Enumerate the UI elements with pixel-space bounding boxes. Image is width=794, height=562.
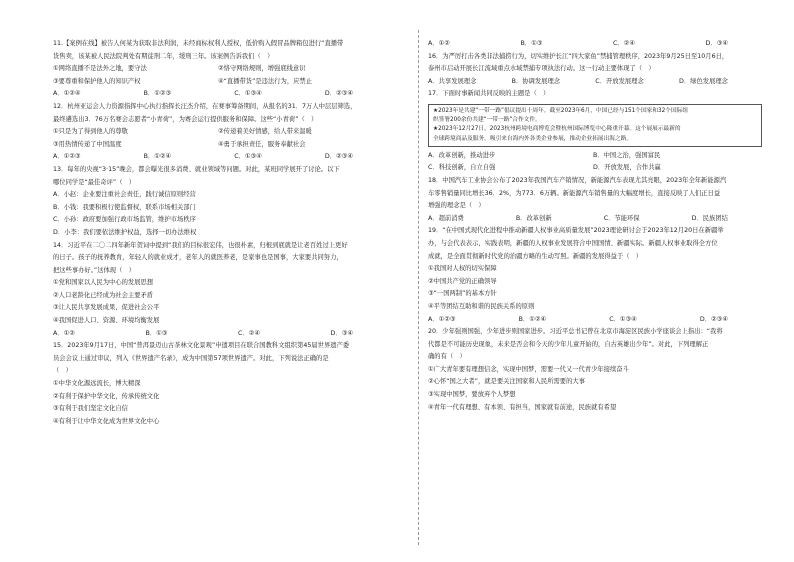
- question-18-line-1: 18．中国汽车工业协会公布了2023年我国汽车产销情况，新能源汽车表现尤其亮眼，2023年全年新能源汽: [428, 176, 727, 184]
- option-a[interactable]: A．改革创新，推动进步: [428, 151, 496, 159]
- option-b[interactable]: B．中国之治，强国富民: [593, 151, 661, 159]
- question-13-line-1: 13．每年的央视“3·15”晚会，都会曝光很多消费、就业领域等问题。对此，某班同学展开了讨论。以下: [53, 165, 340, 173]
- question-20-line-1: 20．少年强则国强，少年进步则国家进步。习近平总书记曾在北京市海淀区民族小学座谈会上指出：“我将: [428, 328, 723, 336]
- question-14-options: [53, 328, 353, 341]
- option-a[interactable]: A．①②③: [428, 315, 456, 323]
- question-14-item: ①党和国家以人民为中心的发展思想: [53, 279, 154, 287]
- question-19-line-2: 办，与会代表表示，实践表明，新疆的人权事业发展符合中国国情、新疆实际。新疆人权事业取得全方位: [428, 239, 718, 247]
- question-20-item: ④青年一代有理想、有本领、有担当，国家就有前途，民族就有希望: [428, 403, 617, 411]
- question-15: [53, 340, 398, 428]
- question-11-line-2: 货售卖，该某被人民法院判处有期徒刑二年，缓刑三年。该案例告诉我们（ ）: [53, 52, 274, 60]
- question-14-line-1: 14．习近平在二〇二四年新年贺词中提到“我们的目标很宏伟，也很朴素，归根到底就是让老百姓过上更好: [53, 241, 348, 249]
- question-15-options: [428, 38, 728, 51]
- question-12-item: ④勇于承担责任，服务奉献社会: [218, 140, 306, 148]
- question-11-options: [53, 88, 353, 101]
- option-d[interactable]: D．③④: [705, 40, 728, 47]
- news-box-line: ★2023年12月27日，2023杭州跨境电商博览会暨杭州国际博览中心隆重开幕。这个展展示最新的: [433, 126, 681, 133]
- option-d[interactable]: D．开放发展，合作共赢: [593, 164, 661, 172]
- question-14-item: ④我国促进人口、资源、环境均衡发展: [53, 317, 160, 325]
- option-d[interactable]: D．②③④: [324, 153, 353, 161]
- option-d[interactable]: D．②③④: [324, 90, 353, 98]
- question-14-item: ③让人民共享发展成果，促进社会公平: [53, 304, 160, 312]
- option-d[interactable]: D．小李：我们要依法维护权益，选择一切办法维权: [53, 228, 197, 236]
- question-20: [428, 326, 776, 414]
- option-a[interactable]: A．小赵：企业要注重社会责任，践行诚信原则经营: [53, 191, 196, 199]
- question-20-line-2: 代都是不可能历史现象，未来是否会和今天的少年儿童开始的，自古英雄出少年”。对此，下列理解正: [428, 340, 709, 348]
- option-a[interactable]: A．①②③: [53, 153, 81, 161]
- news-box: [428, 104, 762, 147]
- question-12-line-2: 最终遴选出3．76万名赛会志愿者“小青荷”，为赛会运行提供服务和保障。这些“小青荷”（ ）: [53, 115, 318, 123]
- option-c[interactable]: C．①③④: [234, 90, 262, 98]
- question-20-line-3: 确的有（ ）: [428, 353, 466, 361]
- option-a[interactable]: A．①②: [53, 329, 75, 337]
- question-11-item: ③要尊重和保护他人的知识产权: [53, 77, 141, 85]
- option-c[interactable]: C．②④: [237, 329, 260, 337]
- question-17-line-1: 17．下面时事新闻共同反映的主题是（ ）: [428, 90, 550, 98]
- option-b[interactable]: B．①②③: [143, 90, 172, 98]
- option-c[interactable]: C．开放发展理念: [595, 77, 644, 85]
- news-box-line: 织签署200余份共建“一带一路”合作文件。: [433, 117, 541, 124]
- option-b[interactable]: B．改革创新: [515, 214, 552, 222]
- option-a[interactable]: A．①②: [428, 40, 450, 47]
- option-a[interactable]: A．超前消费: [428, 214, 464, 222]
- question-11-item: ②恪守网络规则，增强底线意识: [218, 65, 306, 73]
- question-18-line-2: 车零售销量同比增长36．2%，为773．6万辆。新能源汽车销售量的大幅度增长，直接反映了人们正日益: [428, 189, 721, 197]
- question-16-line-2: 泰州市启动开展长江流域重点水域禁捕专项执法行动。这一行动主要体现了（ ）: [428, 65, 655, 73]
- question-12-options: [53, 151, 353, 164]
- question-12-line-1: 12．杭州亚运会人力资源指挥中心执行指挥长汪杰介绍，在赛事筹备期间，从报名的31．7万人中层层筛选，: [53, 102, 357, 110]
- question-12-items: [53, 126, 383, 139]
- question-19-options: [428, 314, 728, 327]
- option-a[interactable]: A．①②④: [53, 90, 81, 98]
- news-box-line: ★2023年是共建“一带一路”倡议提出十周年。截至2023年6月，中国已经与151个国家和32个国际组: [433, 107, 689, 114]
- option-c[interactable]: C．①③④: [234, 153, 262, 161]
- option-c[interactable]: C．科技创新，自立自强: [428, 164, 496, 172]
- option-b[interactable]: B．①②④: [518, 315, 547, 323]
- right-column: [428, 38, 776, 414]
- option-c[interactable]: C．②④: [612, 40, 635, 47]
- question-12-item: ②传递着美好情感，给人带来温暖: [218, 128, 312, 136]
- question-19: [428, 225, 776, 326]
- question-11-items: [53, 63, 383, 76]
- option-c[interactable]: C．节能环保: [603, 214, 640, 222]
- question-15-item: ①中华文化源远流长，博大精深: [53, 380, 141, 388]
- question-15-line-3: （ ）: [53, 367, 72, 375]
- question-15-item: ④有利于让中华文化成为世界文化中心: [53, 417, 160, 425]
- question-16-line-1: 16．为严厉打击各类非法捕捞行为，切实维护长江“四大家鱼”禁捕管理秩序，2023年9月25日至10月6日，: [428, 52, 729, 60]
- question-16: [428, 51, 776, 89]
- question-16-options: [428, 76, 728, 89]
- question-12-item: ①只是为了得到他人的尊敬: [53, 128, 128, 136]
- question-19-item: ①我国对人权的切实保障: [428, 265, 497, 273]
- question-14-item: ②人口老龄化已经成为社会主要矛盾: [53, 291, 154, 299]
- option-d[interactable]: D．③④: [330, 329, 353, 337]
- option-d[interactable]: D．绿色发展理念: [679, 77, 728, 85]
- question-14: [53, 240, 398, 341]
- option-b[interactable]: B．①③: [145, 329, 168, 337]
- column-divider: [418, 30, 419, 545]
- question-15-item: ②有利于保护中华文化，传承传统文化: [53, 392, 160, 400]
- question-15-line-1: 15．2023年9月17日，中国“普洱景迈山古茶林文化景观”申遗项目在联合国教科文组织第45届世界遗产委: [53, 342, 350, 350]
- question-15-line-2: 员会会议上通过审议，列入《世界遗产名录》，成为中国第57项世界遗产。对此，下列说法正确的是: [53, 354, 329, 362]
- question-20-item: ③实现中国梦，要放弃个人梦想: [428, 391, 516, 399]
- question-11-item: ④“直播带货”是违法行为，应禁止: [218, 77, 313, 85]
- news-box-line: 全球跨境商品及服务，吸引来自海内外各类企业参展，推动企业拓展出海之路。: [433, 135, 633, 142]
- question-19-item: ③“一国两制”的基本方针: [428, 290, 497, 298]
- option-d[interactable]: D．②③④: [699, 315, 728, 323]
- question-11: [53, 38, 398, 101]
- question-12-items-2: [53, 139, 383, 152]
- question-13-line-2: 哪位同学是“最佳奇评”（ ）: [53, 178, 136, 186]
- option-b[interactable]: B．①③: [520, 40, 543, 47]
- left-column: [53, 38, 398, 428]
- question-20-item: ①广大青年要有理想信念，实现中国梦，需要一代又一代青少年接续奋斗: [428, 365, 629, 373]
- option-c[interactable]: C．小孙：政府要加强行政市场监管，维护市场秩序: [53, 216, 196, 224]
- option-b[interactable]: B．①②④: [143, 153, 172, 161]
- question-19-item: ④平等团结互助和谐的民族关系的原则: [428, 302, 535, 310]
- question-18: [428, 175, 776, 225]
- question-11-items-2: [53, 76, 383, 89]
- question-19-item: ②中国共产党的正确领导: [428, 277, 497, 285]
- question-17-options: [428, 150, 758, 163]
- option-a[interactable]: A．共享发展理念: [428, 77, 477, 85]
- question-18-line-3: 增强的理念是（ ）: [428, 202, 485, 210]
- question-12-item: ③用热情传递了中国温度: [53, 140, 122, 148]
- question-17: [428, 88, 776, 175]
- question-17-options-2: [428, 162, 758, 175]
- question-15-item: ③有利于我们坚定文化自信: [53, 405, 128, 413]
- question-14-line-3: 把这些事办好。”这体现（ ）: [53, 266, 135, 274]
- option-c[interactable]: C．①③④: [609, 315, 637, 323]
- question-12: [53, 101, 398, 164]
- question-11-line-1: 11.【案例在线】被告人何某为获取非法利润，未经商标权利人授权，低价购入假冒品牌箱包进行“直播带: [53, 40, 344, 47]
- question-14-line-2: 的日子。孩子的抚养教育，年轻人的就业成才，老年人的就医养老，是家事也是国事，大家要共同努力，: [53, 254, 343, 262]
- question-19-line-3: 成就，是全面贯彻新时代党的治疆方略的生动写照。新疆的发展得益于（ ）: [428, 252, 643, 260]
- question-13: [53, 164, 398, 240]
- question-11-item: ①网络直播不是法外之地，要守法: [53, 65, 147, 73]
- option-b[interactable]: B．小钱：我要积极行使监督权，联系市场相关部门: [53, 203, 196, 211]
- question-19-line-1: 19．“在中国式现代化进程中推动新疆人权事业高质量发展”2023理论研讨会于2023年12月20日在新疆举: [428, 227, 724, 235]
- question-20-item: ②心怀“国之大者”，就是要关注国家和人民所需要的大事: [428, 378, 585, 386]
- question-18-options: [428, 213, 728, 226]
- option-b[interactable]: B．协调发展理念: [511, 77, 561, 85]
- option-d[interactable]: D．民族团结: [691, 214, 728, 222]
